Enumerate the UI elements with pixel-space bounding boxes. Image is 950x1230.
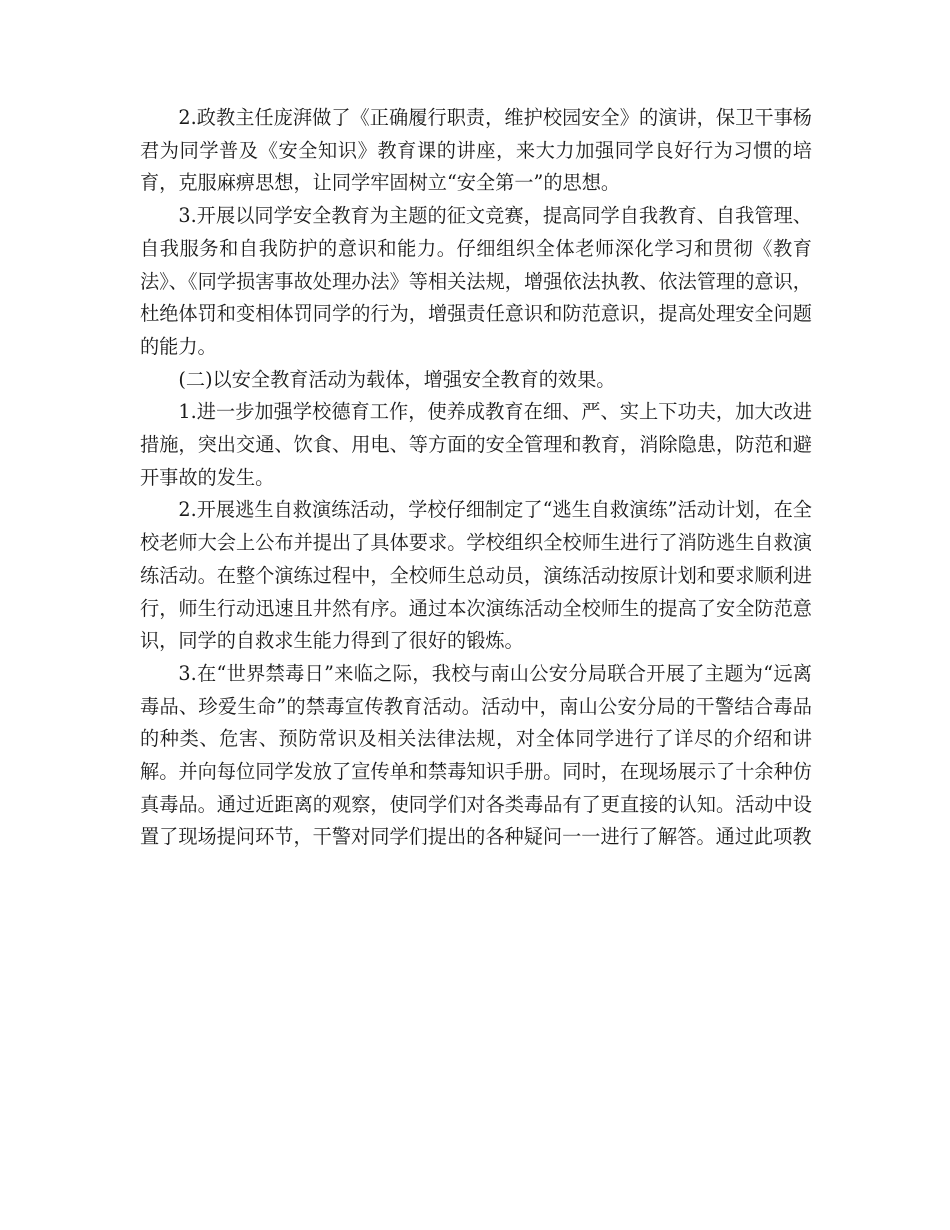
paragraph-item-3-essay-contest: 3.开展以同学安全教育为主题的征文竞赛，提高同学自我教育、自我管理、自我服务和自我防护的意识和能力。仔细组织全体老师深化学习和贯彻《教育法》、《同学损害事故处理办法》等相关法规，增强依法执教、依法管理的意识，杜绝体罚和变相体罚同学的行为，增强责任意识和防范意识，提高处理安全问题的能力。 [140, 204, 812, 358]
paragraph-item-2-speech: 2.政教主任庞湃做了《正确履行职责，维护校园安全》的演讲，保卫干事杨君为同学普及《安全知识》教育课的讲座，来大力加强同学良好行为习惯的培育，克服麻痹思想，让同学牢固树立“安全第一”的思想。 [140, 106, 812, 195]
paragraph-item-3-anti-drug: 3.在“世界禁毒日”来临之际，我校与南山公安分局联合开展了主题为“远离毒品、珍爱生命”的禁毒宣传教育活动。活动中，南山公安分局的干警结合毒品的种类、危害、预防常识及相关法律法规，对全体同学进行了详尽的介绍和讲解。并向每位同学发放了宣传单和禁毒知识手册。同时，在现场展示了十余种仿真毒品。通过近距离的观察，使同学们对各类毒品有了更直接的认知。活动中设置了现场提问环节，干警对同学们提出的各种疑问一一进行了解答。通过此项教 [140, 661, 812, 849]
document-body [140, 102, 812, 854]
section-heading-activities: (二)以安全教育活动为载体，增强安全教育的效果。 [178, 367, 616, 391]
paragraph-item-1-moral-education: 1.进一步加强学校德育工作，使养成教育在细、严、实上下功夫，加大改进措施，突出交通、饮食、用电、等方面的安全管理和教育，消除隐患，防范和避开事故的发生。 [140, 400, 812, 489]
paragraph-item-2-escape-drill: 2.开展逃生自救演练活动，学校仔细制定了“逃生自救演练”活动计划，在全校老师大会上公布并提出了具体要求。学校组织全校师生进行了消防逃生自救演练活动。在整个演练过程中，全校师生总动员，演练活动按原计划和要求顺利进行，师生行动迅速且井然有序。通过本次演练活动全校师生的提高了安全防范意识，同学的自救求生能力得到了很好的锻炼。 [140, 498, 812, 653]
